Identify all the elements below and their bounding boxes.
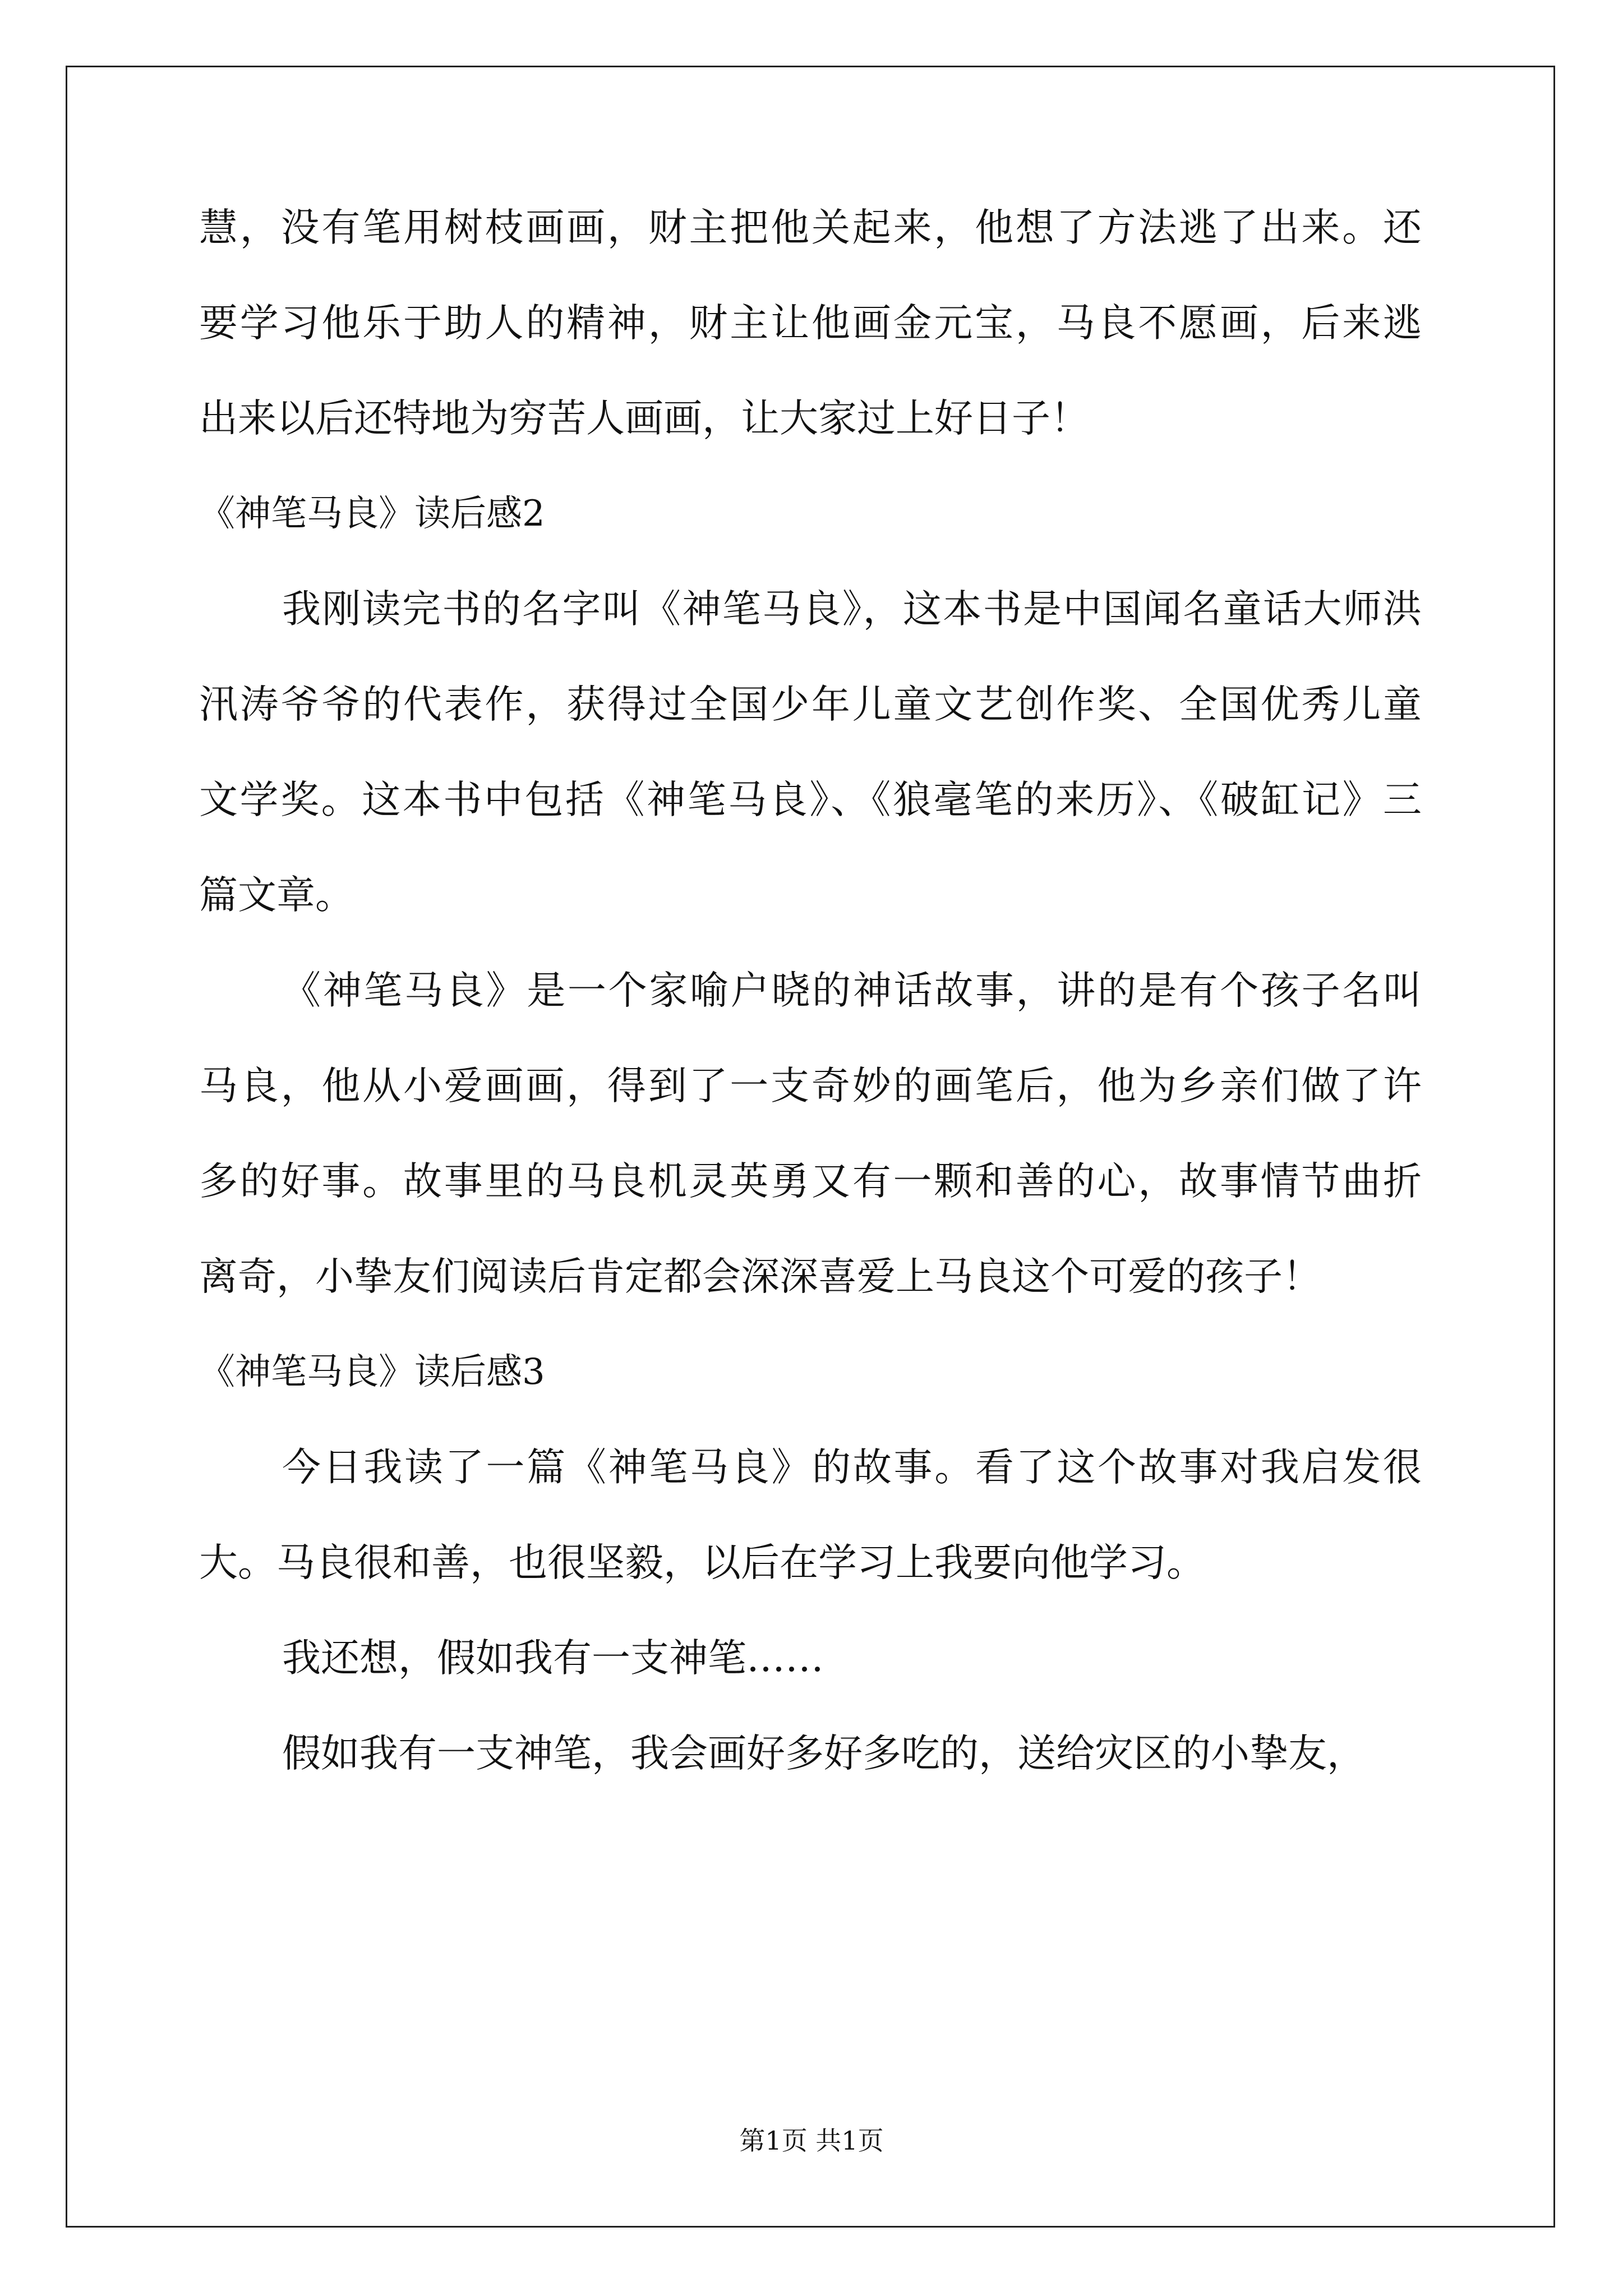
paragraph-line: 离奇，小挚友们阅读后肯定都会深深喜爱上马良这个可爱的孩子！ xyxy=(199,1254,1321,1299)
paragraph-line: 文学奖。这本书中包括《神笔马良》、《狼毫笔的来历》、《破缸记》三 xyxy=(199,777,1422,822)
document-body xyxy=(199,202,1422,1823)
paragraph-line: 汛涛爷爷的代表作，获得过全国少年儿童文艺创作奖、全国优秀儿童 xyxy=(199,682,1422,727)
paragraph-line: 《神笔马良》是一个家喻户晓的神话故事，讲的是有个孩子名叫 xyxy=(282,968,1422,1013)
paragraph-line: 要学习他乐于助人的精神，财主让他画金元宝，马良不愿画，后来逃 xyxy=(199,301,1422,346)
page-footer: 第1页 共1页 xyxy=(739,2125,884,2156)
section-heading: 《神笔马良》读后感2 xyxy=(199,493,545,535)
section-heading: 《神笔马良》读后感3 xyxy=(199,1351,545,1393)
paragraph-line: 多的好事。故事里的马良机灵英勇又有一颗和善的心，故事情节曲折 xyxy=(199,1159,1422,1204)
paragraph-line: 出来以后还特地为穷苦人画画，让大家过上好日子！ xyxy=(199,396,1089,441)
paragraph-line: 马良，他从小爱画画，得到了一支奇妙的画笔后，他为乡亲们做了许 xyxy=(199,1064,1422,1108)
paragraph-line: 大。马良很和善，也很坚毅，以后在学习上我要向他学习。 xyxy=(199,1540,1205,1585)
paragraph-line: 篇文章。 xyxy=(199,873,354,918)
paragraph-line: 假如我有一支神笔，我会画好多好多吃的，送给灾区的小挚友， xyxy=(282,1731,1366,1776)
paragraph-line: 今日我读了一篇《神笔马良》的故事。看了这个故事对我启发很 xyxy=(282,1445,1422,1490)
paragraph-line: 我还想，假如我有一支神笔…… xyxy=(282,1636,824,1681)
paragraph-line: 慧，没有笔用树枝画画，财主把他关起来，他想了方法逃了出来。还 xyxy=(199,205,1422,250)
paragraph-line: 我刚读完书的名字叫《神笔马良》，这本书是中国闻名童话大师洪 xyxy=(282,587,1422,632)
